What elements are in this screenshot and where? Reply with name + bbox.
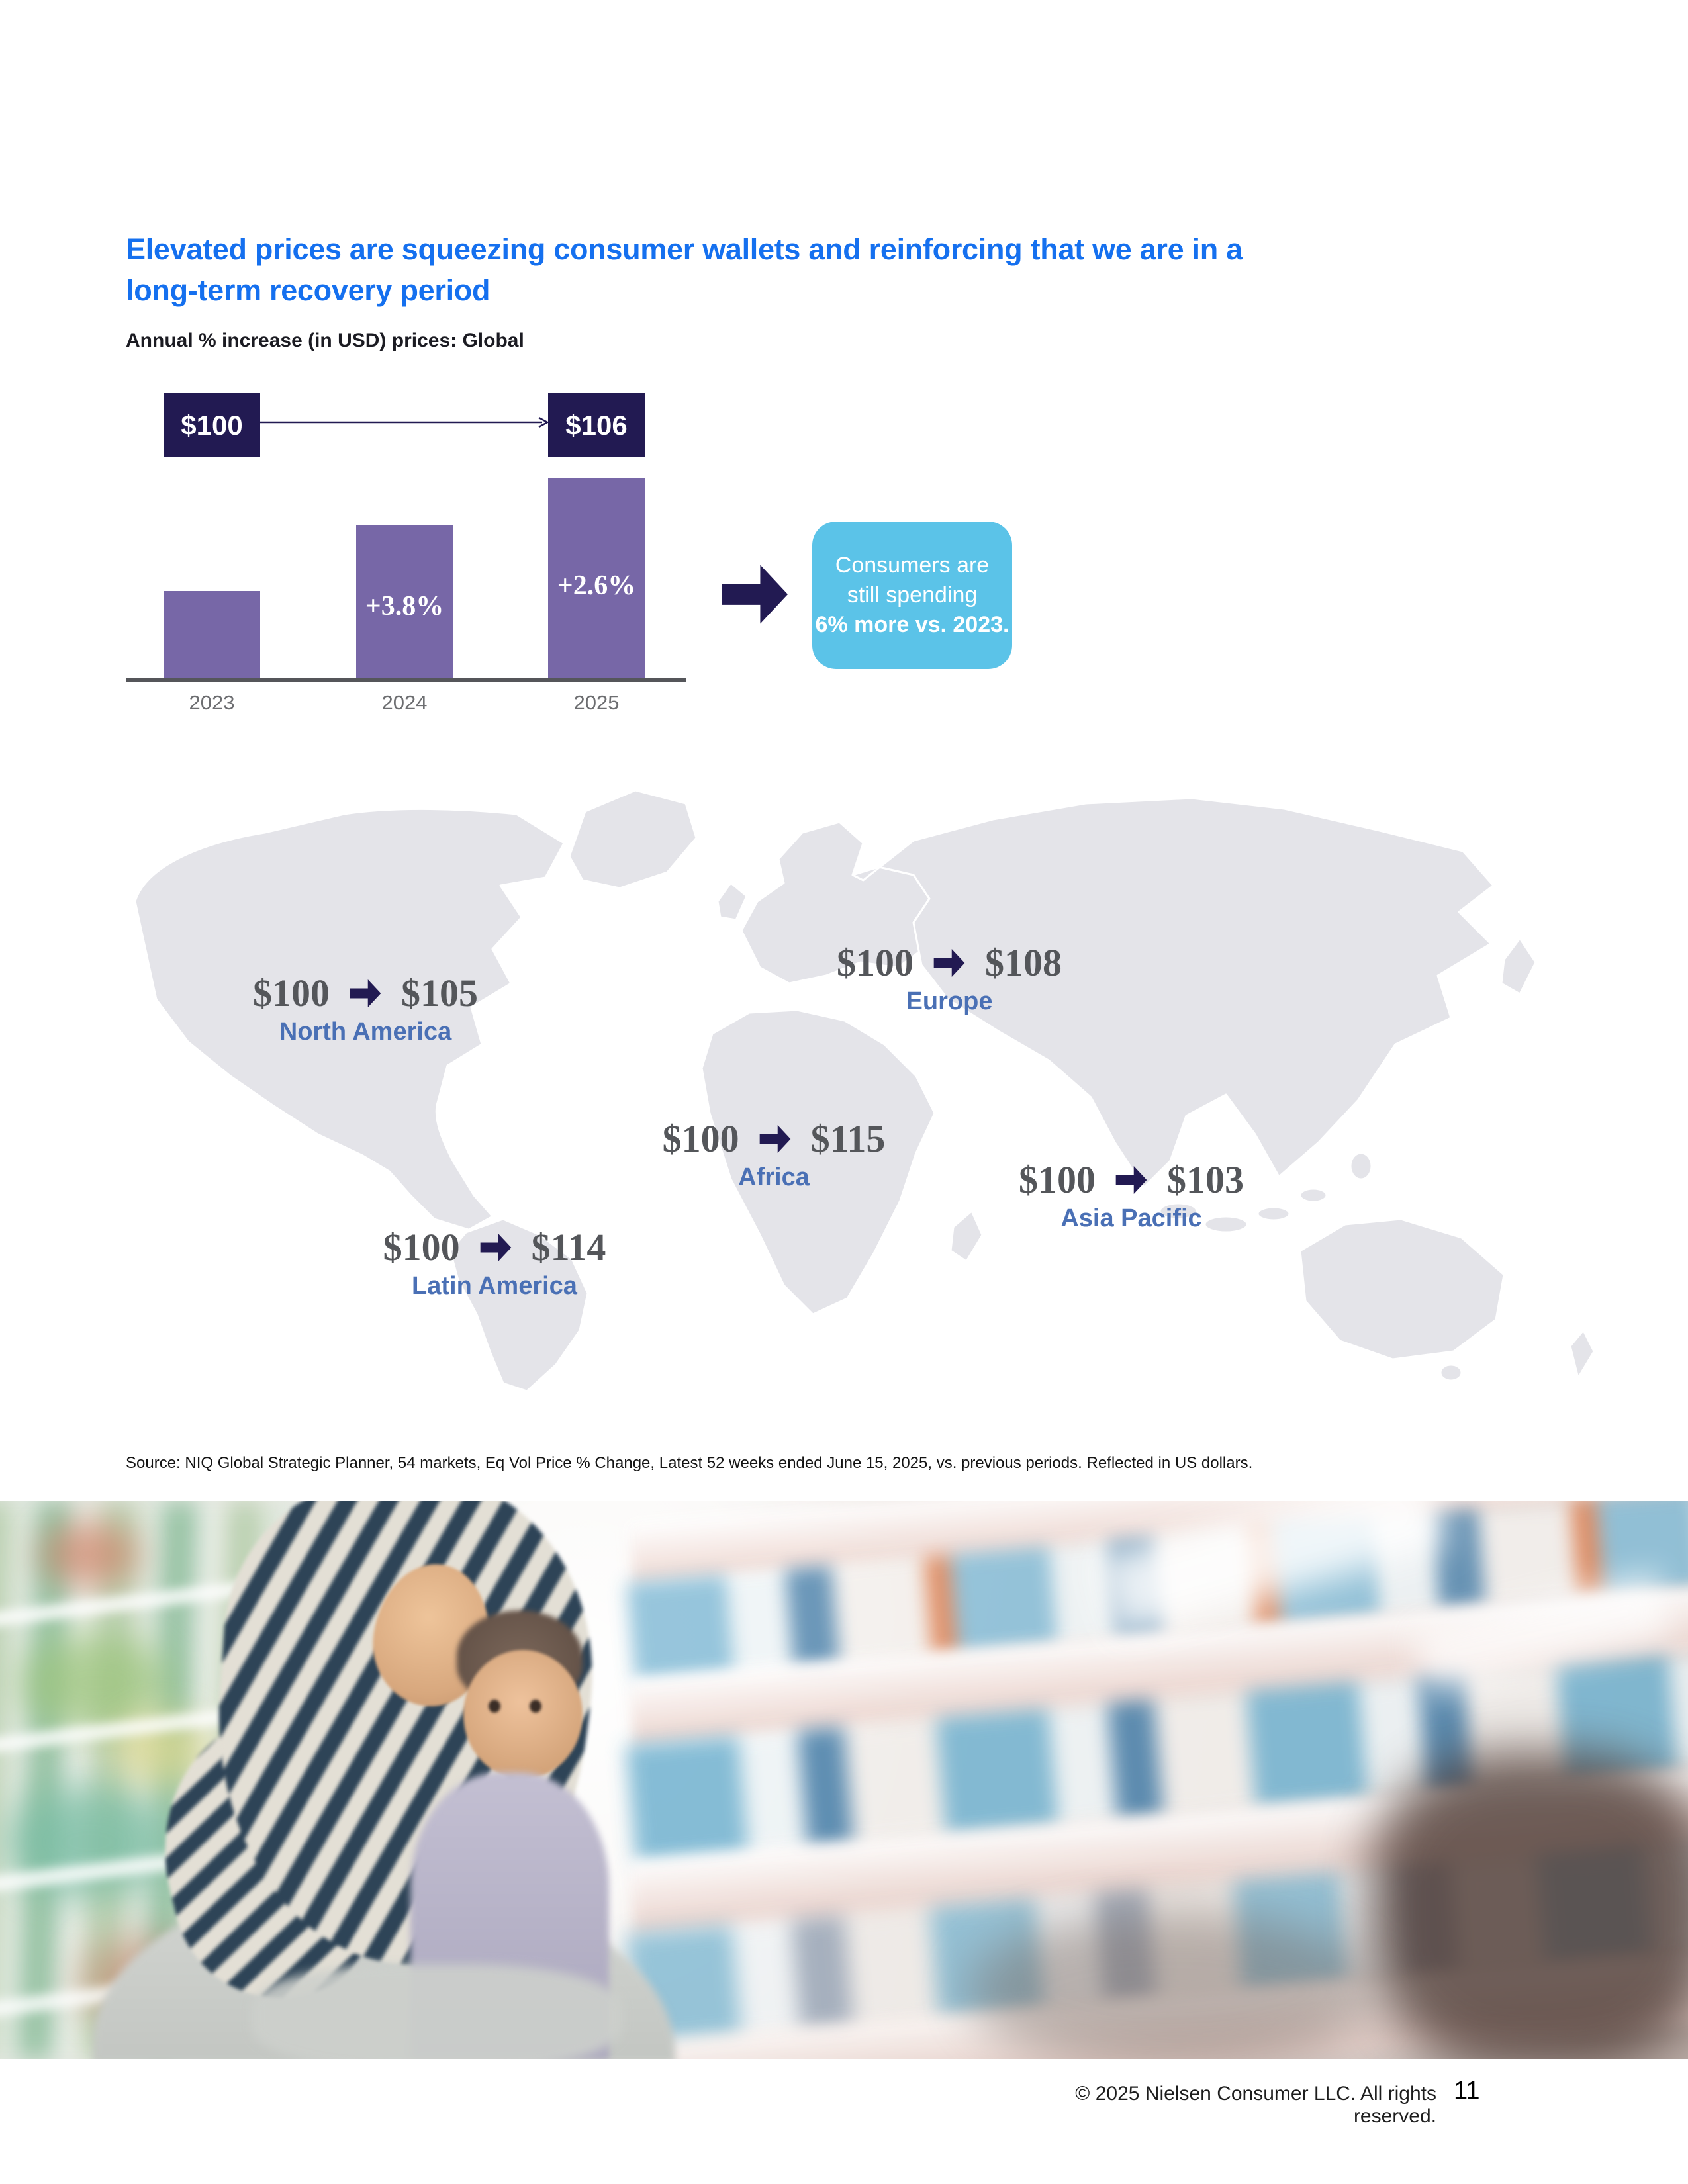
map-region-latin-america — [322, 1225, 667, 1300]
footer-copyright: © 2025 Nielsen Consumer LLC. All rights reserved. — [1075, 2083, 1436, 2127]
region-price-from: $100 — [253, 972, 330, 1015]
arrow-right-icon — [1110, 1166, 1152, 1194]
callout-line: still spending — [847, 582, 978, 608]
start-value-box: $100 — [164, 393, 260, 457]
arrow-right-icon — [475, 1234, 517, 1261]
region-label: North America — [279, 1018, 452, 1046]
connector-arrow-icon — [259, 416, 549, 428]
map-region-north-america — [193, 971, 538, 1046]
region-price-to: $105 — [401, 972, 478, 1015]
store-photo — [0, 1501, 1688, 2059]
chart-subtitle: Annual % increase (in USD) prices: Global — [126, 330, 524, 351]
source-note: Source: NIQ Global Strategic Planner, 54 markets, Eq Vol Price % Change, Latest 52 weeks ended June 15, 2025, vs. previous periods. Reflected in US dollars. — [126, 1454, 1253, 1472]
map-region-africa — [602, 1116, 946, 1192]
photo-shape — [1370, 1752, 1688, 2059]
callout-line-emphasis: 6% more vs. 2023. — [815, 612, 1009, 637]
photo-shape — [463, 1650, 583, 1779]
photo-shape — [530, 1700, 541, 1713]
region-price-to: $103 — [1167, 1158, 1244, 1201]
photo-shape — [40, 1521, 139, 1587]
photo-shape — [489, 1700, 500, 1713]
bar-label-2025: +2.6% — [557, 570, 636, 601]
photo-shape — [252, 1964, 622, 2059]
region-label: Latin America — [412, 1272, 577, 1300]
map-region-europe — [777, 940, 1121, 1016]
callout-box — [812, 522, 1012, 669]
page-number: 11 — [1454, 2077, 1480, 2105]
end-value-box: $106 — [548, 393, 645, 457]
arrow-right-icon — [344, 979, 387, 1007]
arrow-right-icon — [722, 565, 788, 624]
region-price-from: $100 — [1019, 1158, 1096, 1201]
region-label: Africa — [738, 1163, 810, 1191]
arrow-right-icon — [754, 1125, 796, 1153]
region-label: Europe — [906, 987, 993, 1015]
arrow-right-icon — [928, 949, 970, 977]
region-price-to: $108 — [985, 941, 1062, 984]
bar-2023 — [164, 591, 260, 680]
photo-shape — [966, 1911, 1377, 2059]
callout-line: Consumers are — [835, 553, 990, 578]
region-price-from: $100 — [662, 1117, 739, 1160]
region-label: Asia Pacific — [1060, 1205, 1202, 1232]
tick-2025: 2025 — [573, 691, 620, 714]
region-price-to: $114 — [531, 1226, 606, 1269]
bar-label-2024: +3.8% — [365, 591, 444, 621]
tick-2023: 2023 — [189, 691, 235, 714]
page-title: Elevated prices are squeezing consumer wallets and reinforcing that we are in a long-term recovery period — [126, 232, 1243, 307]
map-region-asia-pacific — [959, 1158, 1303, 1233]
region-price-to: $115 — [810, 1117, 886, 1160]
region-price-from: $100 — [383, 1226, 460, 1269]
region-price-from: $100 — [837, 941, 914, 984]
x-axis-line — [126, 678, 686, 682]
world-map — [119, 774, 1628, 1403]
tick-2024: 2024 — [381, 691, 428, 714]
